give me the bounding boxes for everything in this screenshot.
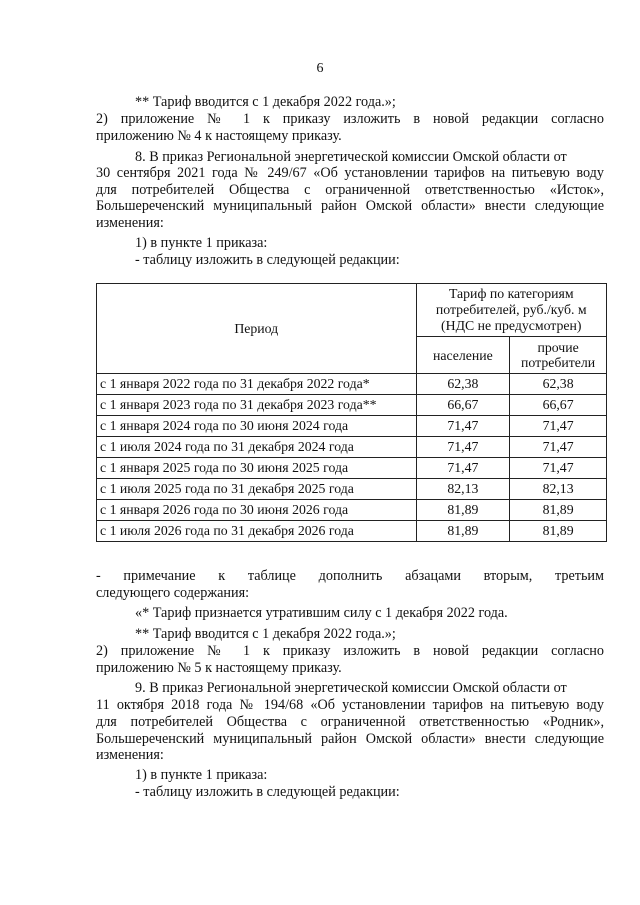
- other-cell: 71,47: [510, 416, 607, 437]
- population-cell: 81,89: [416, 521, 510, 542]
- text-line: 2) приложение № 1 к приказу изложить в новой редакции согласно: [96, 643, 604, 659]
- table-header-row: [97, 284, 607, 337]
- period-cell: с 1 января 2026 года по 30 июня 2026 года: [97, 500, 417, 521]
- text-line: приложению № 5 к настоящему приказу.: [96, 660, 342, 676]
- text-line: 8. В приказ Региональной энергетической комиссии Омской области от: [135, 149, 567, 165]
- table-row: [97, 521, 607, 542]
- text-line: ** Тариф вводится с 1 декабря 2022 года.»;: [135, 626, 396, 642]
- other-cell: 66,67: [510, 395, 607, 416]
- table-row: [97, 374, 607, 395]
- text-line: 30 сентября 2021 года № 249/67 «Об установлении тарифов на питьевую воду: [96, 165, 604, 181]
- text-line: следующего содержания:: [96, 585, 250, 601]
- text-line: - таблицу изложить в следующей редакции:: [135, 252, 400, 268]
- population-cell: 71,47: [416, 416, 510, 437]
- population-cell: 81,89: [416, 500, 510, 521]
- table-row: [97, 416, 607, 437]
- table-row: [97, 437, 607, 458]
- period-cell: с 1 июля 2024 года по 31 декабря 2024 года: [97, 437, 417, 458]
- table-row: [97, 500, 607, 521]
- period-cell: с 1 января 2022 года по 31 декабря 2022 года*: [97, 374, 417, 395]
- tariff-table: [96, 283, 607, 542]
- text-line: изменения:: [96, 215, 164, 231]
- other-cell: 71,47: [510, 458, 607, 479]
- period-cell: с 1 января 2024 года по 30 июня 2024 года: [97, 416, 417, 437]
- population-cell: 71,47: [416, 437, 510, 458]
- text-line: для потребителей Общества с ограниченной ответственностью «Родник»,: [96, 714, 604, 730]
- period-header: Период: [97, 284, 417, 374]
- period-cell: с 1 января 2023 года по 31 декабря 2023 года**: [97, 395, 417, 416]
- tariff-header: Тариф по категориям потребителей, руб./куб. м (НДС не предусмотрен): [416, 284, 606, 337]
- text-line: изменения:: [96, 747, 164, 763]
- table-row: [97, 479, 607, 500]
- text-line: Большереченский муниципальный район Омской области» внести следующие: [96, 198, 604, 214]
- population-column-header: население: [416, 337, 510, 374]
- text-line: - примечание к таблице дополнить абзацами вторым, третьим: [96, 568, 604, 584]
- other-consumers-column-header: прочие потребители: [510, 337, 607, 374]
- population-cell: 62,38: [416, 374, 510, 395]
- population-cell: 66,67: [416, 395, 510, 416]
- table-row: [97, 458, 607, 479]
- period-cell: с 1 июля 2025 года по 31 декабря 2025 года: [97, 479, 417, 500]
- other-cell: 71,47: [510, 437, 607, 458]
- text-line: приложению № 4 к настоящему приказу.: [96, 128, 342, 144]
- period-cell: с 1 января 2025 года по 30 июня 2025 года: [97, 458, 417, 479]
- population-cell: 82,13: [416, 479, 510, 500]
- text-line: 9. В приказ Региональной энергетической комиссии Омской области от: [135, 680, 567, 696]
- text-line: Большереченский муниципальный район Омской области» внести следующие: [96, 731, 604, 747]
- text-line: 2) приложение № 1 к приказу изложить в новой редакции согласно: [96, 111, 604, 127]
- other-cell: 81,89: [510, 500, 607, 521]
- text-line: 1) в пункте 1 приказа:: [135, 235, 268, 251]
- text-line: «* Тариф признается утратившим силу с 1 декабря 2022 года.: [135, 605, 508, 621]
- text-line: для потребителей Общества с ограниченной ответственностью «Исток»,: [96, 182, 604, 198]
- text-line: 1) в пункте 1 приказа:: [135, 767, 268, 783]
- other-cell: 82,13: [510, 479, 607, 500]
- text-line: 11 октября 2018 года № 194/68 «Об установлении тарифов на питьевую воду: [96, 697, 604, 713]
- text-line: - таблицу изложить в следующей редакции:: [135, 784, 400, 800]
- page-number: 6: [316, 61, 324, 76]
- other-cell: 81,89: [510, 521, 607, 542]
- period-cell: с 1 июля 2026 года по 31 декабря 2026 года: [97, 521, 417, 542]
- table-row: [97, 395, 607, 416]
- text-line: ** Тариф вводится с 1 декабря 2022 года.»;: [135, 94, 396, 110]
- population-cell: 71,47: [416, 458, 510, 479]
- other-cell: 62,38: [510, 374, 607, 395]
